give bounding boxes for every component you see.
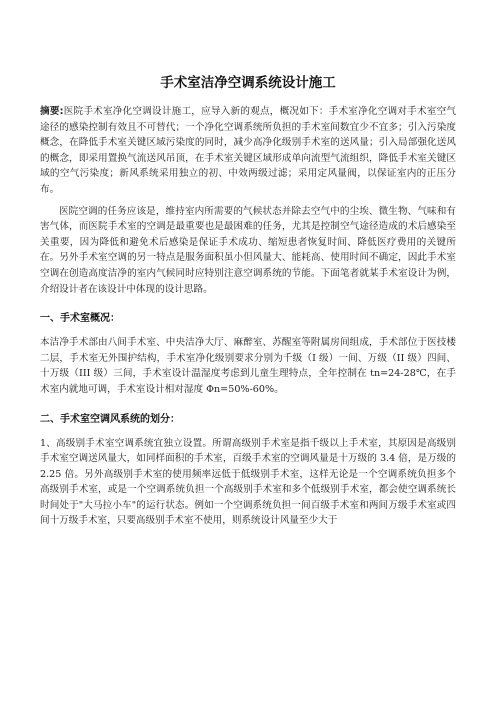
section-heading-overview: 一、手术室概况： <box>40 313 120 325</box>
section-air-system-text: 1、高级别手术室空调系统宜独立设置。所谓高级别手术室是指千级以上手术室，其原因是高级别手术室空调送风量大，如同样面积的手术室，百级手术室的空调风量是十万级的 3.4 倍，是万级的 2.25 倍。另外高级别手术室的使用频率远低于低级别手术室，这样无论是一个空调系统负担多个高级别手术室，或是一个空调系统负担一个高级别手术室和多个低级别手术室，都会使空调系统长时间处于"大马拉小车"的运行状态。例如一个空调系统负担一间百级手术室和两间万级手术室或四间十万级手术室，只要高级别手术室不使用，则系统设计风量至少大于 <box>40 437 456 527</box>
intro-paragraph: 医院空调的任务应该是，维持室内所需要的气候状态并除去空气中的尘埃、微生物、气味和有害气体，而医院手术室的空调是最重要也是最困难的任务，尤其是控制空气途径造成的术后感染至关重要，因为降低和避免术后感染是保证手术成功、缩短患者恢复时间、降低医疗费用的关键所在。另外手术室空调的另一特点是服务面积虽小但风量大、能耗高、使用时间不确定，因此手术室空调在创造高度洁净的室内气候同时应特别注意空调系统的节能。下面笔者就某手术室设计为例，介绍设计者在该设计中体现的设计思路。 <box>40 205 456 295</box>
section-overview-text: 本洁净手术部由八间手术室、中央洁净大厅、麻醉室、苏醒室等附属房间组成，手术部位于医技楼二层，手术室无外围护结构，手术室净化级别要求分别为千级（I 级）一间、万级（II 级）四间、十万级（III 级）三间，手术室设计温湿度考虑到儿童生理特点，全年控制在 tn=24-28℃，在手术室内就地可调，手术室设计相对湿度 Φn=50%-60%。 <box>40 337 456 395</box>
abstract-label: 摘要: <box>40 106 64 117</box>
abstract-paragraph <box>40 104 456 198</box>
abstract-text: 医院手术室净化空调设计施工，应导入新的观点，概况如下：手术室净化空调对手术室空气途径的感染控制有效且不可替代；一个净化空调系统所负担的手术室间数宜少不宜多；引入污染度概念，在降低手术室关键区域污染度的同时，减少高净化级别手术室的送风量；引入局部强化送风的概念，即采用置换气流送风吊顶，在手术室关键区域形成单向流型气流组织，降低手术室关键区域的空气污染度；新风系统采用独立的初、中效两级过滤；采用定风量阀，以保证室内的正压分布。 <box>40 106 456 195</box>
section-heading-air-system: 二、手术室空调风系统的划分： <box>40 413 180 425</box>
document-title: 手术室洁净空调系统设计施工 <box>160 75 336 91</box>
